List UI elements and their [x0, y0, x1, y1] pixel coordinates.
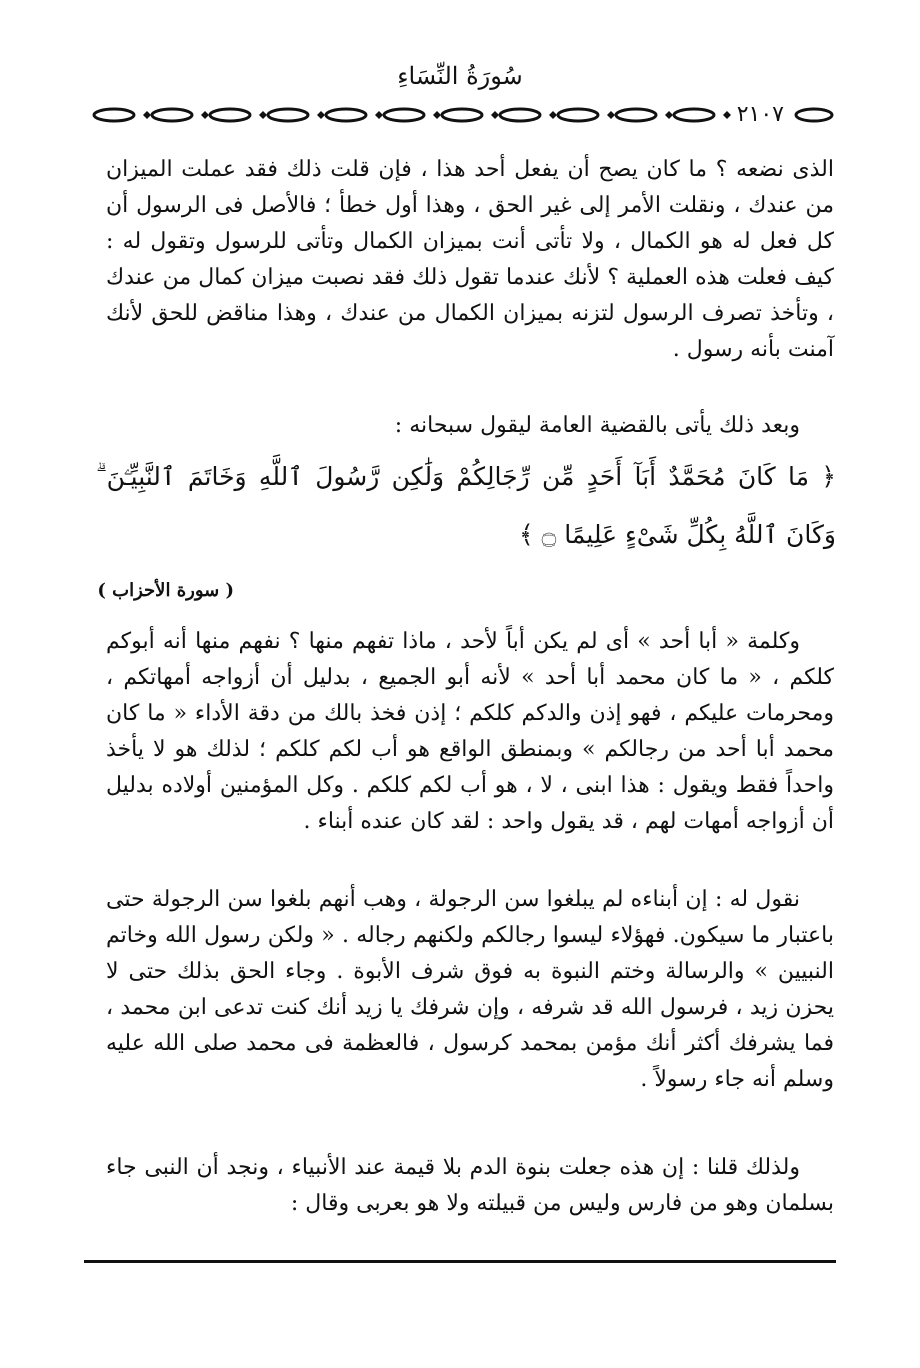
paragraph-1: [106, 152, 834, 368]
paragraph-2-text: وبعد ذلك يأتى بالقضية العامة ليقول سبحانه :: [394, 413, 800, 438]
paragraph-1-text: الذى نضعه ؟ ما كان يصح أن يفعل أحد هذا ، فإن قلت ذلك فقد عملت الميزان من عندك ، ونقلت الأمر إلى غير الحق ، وهذا أول خطأ ؛ فالأصل فى الرسول أن كل فعل له هو الكمال ، ولا تأتى أنت بميزان الكمال وتأتى للرسول وتقول له : كيف فعلت هذه العملية ؟ لأنك عندما تقول ذلك فقد نصبت ميزان كمال من عندك ، وتأخذ تصرف الرسول لتزنه بميزان الكمال من عندك ، وهذا مناقض للحق لأنك آمنت بأنه رسول .: [106, 157, 834, 362]
surah-title: سُورَةُ النِّسَاءِ: [397, 62, 523, 90]
footer-rule: [84, 1260, 836, 1263]
paragraph-4: [106, 882, 834, 1098]
paragraph-5: [106, 1150, 834, 1222]
surah-reference: ( سورة الأحزاب ): [97, 580, 234, 601]
page-number: ٢١٠٧: [731, 100, 790, 130]
paragraph-3-text: وكلمة « أبا أحد » أى لم يكن أباً لأحد ، ماذا تفهم منها ؟ نفهم منها أنه أبوكم كلكم ، « ما كان محمد أبا أحد » لأنه أبو الجميع ، بدليل أن أزواجه أمهاتكم ، ومحرمات عليكم ، فهو إذن والدكم كلكم ؛ إذن فخذ بالك من دقة الأداء « ما كان محمد أبا أحد من رجالكم » وبمنطق الواقع هو أب لكم كلكم ؛ لذلك هو لا يأخذ واحداً فقط ويقول : هذا ابنى ، لا ، هو أب لكم كلكم . وكل المؤمنين أولاده بدليل أن أزواجه أمهات لهم ، قد يقول واحد : لقد كان عنده أبناء .: [106, 629, 834, 834]
quran-verse: ﴿ مَا كَانَ مُحَمَّدٌ أَبَآ أَحَدٍ مِّن رِّجَالِكُمْ وَلَٰكِن رَّسُولَ ٱللَّهِ وَخَاتَمَ ٱلنَّبِيِّـۧنَ ۗ وَكَانَ ٱللَّهُ بِكُلِّ شَىْءٍ عَلِيمًا ۝ ﴾: [96, 462, 836, 549]
paragraph-2: [106, 408, 834, 444]
decorative-border: [84, 100, 836, 130]
paragraph-5-text: ولذلك قلنا : إن هذه جعلت بنوة الدم بلا قيمة عند الأنبياء ، ونجد أن النبى جاء بسلمان وهو من فارس وليس من قبيلته ولا هو بعربى وقال :: [106, 1155, 834, 1216]
paragraph-3: [106, 624, 834, 840]
paragraph-4-text: نقول له : إن أبناءه لم يبلغوا سن الرجولة ، وهب أنهم بلغوا سن الرجولة حتى باعتبار ما سيكون. فهؤلاء ليسوا رجالكم ولكنهم رجاله . « ولكن رسول الله وخاتم النبيين » والرسالة وختم النبوة به فوق شرف الأبوة . وجاء الحق بذلك حتى لا يحزن زيد ، فرسول الله قد شرفه ، وإن شرفك يا زيد أنك كنت تدعى ابن محمد ، فما يشرفك أكثر أنك مؤمن بمحمد كرسول ، فالعظمة فى محمد صلى الله عليه وسلم أنه جاء رسولاً .: [106, 887, 834, 1092]
